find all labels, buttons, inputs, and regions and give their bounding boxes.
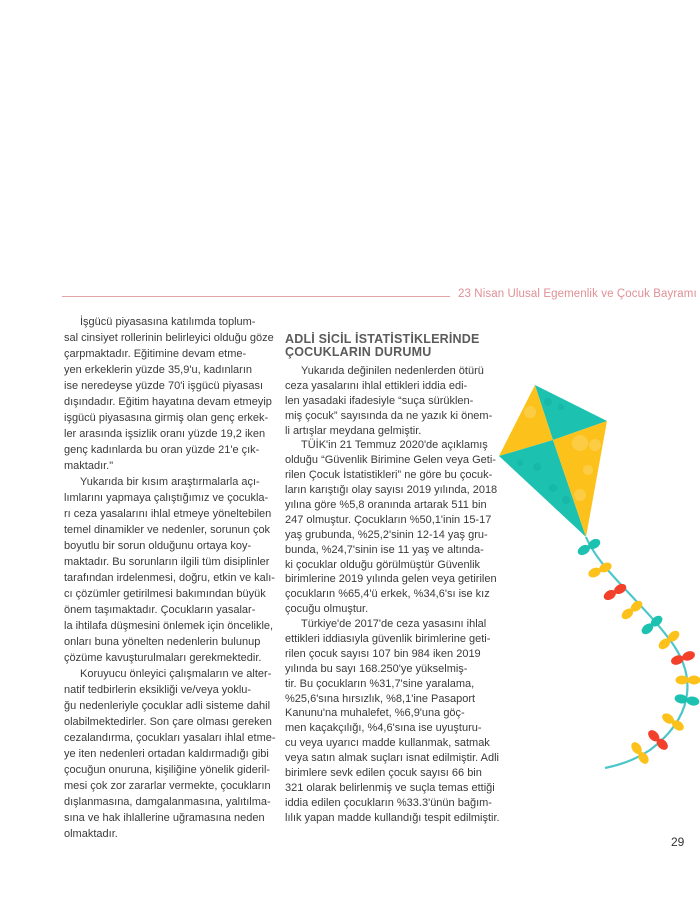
text-line: birimlere sevk edilen çocuk sayısı 66 bin: [285, 767, 482, 780]
text-line: men kaçakçılığı, %4,6'sına ise uyuşturu-: [285, 722, 482, 735]
tail-bow-icon: [602, 582, 628, 602]
text-line: temel dinamikler ve nedenler, sorunun çok: [64, 524, 271, 536]
tail-bow-icon: [576, 537, 602, 557]
text-line: veya satın almak suçları isnat edilmiştir. Adli: [285, 752, 499, 765]
text-line: tarafından irdelenmesi, doğru, etkin ve kalı-: [64, 572, 275, 584]
text-line: cu veya uyarıcı madde kullanmak, satmak: [285, 737, 490, 750]
text-line: onları buna yönelten nedenlerin bulunup: [64, 636, 261, 648]
text-line: çocuğu olmuştur.: [285, 603, 369, 616]
tail-bow-icon: [657, 629, 682, 652]
text-line: yılında bu sayı 168.250'ye yükselmiş-: [285, 662, 468, 675]
section-heading-line-1: ADLİ SİCİL İSTATİSTİKLERİNDE: [285, 332, 480, 346]
text-line: İşgücü piyasasına katılımda toplum-: [80, 316, 256, 328]
text-line: miş çocuk” sayısında da ne yazık ki önem-: [285, 409, 493, 422]
text-line: tir. Bu çocukların %31,7'sine yaralama,: [285, 677, 475, 690]
text-line: boyutlu bir sorun olduğunu ortaya koy-: [64, 540, 252, 552]
text-line: TÜİK'in 21 Temmuz 2020'de açıklamış: [301, 439, 488, 452]
text-line: yen erkeklerin yüzde 35,9'u, kadınların: [64, 364, 252, 376]
text-line: natif tedbirlerin eksikliği ve/veya yoklu-: [64, 684, 252, 696]
text-line: dışındadır. Eğitim hayatına devam etmeyip: [64, 396, 272, 408]
page-number: 29: [671, 835, 685, 849]
running-title: 23 Nisan Ulusal Egemenlik ve Çocuk Bayramı: [458, 288, 697, 300]
text-line: bunda, %24,7'sinin ise 11 yaş ve altında-: [285, 543, 484, 556]
text-line: maktadır.": [64, 460, 114, 472]
text-line: çocuğun onuruna, kişiliğine yönelik gideril-: [64, 764, 271, 776]
kite-icon: [499, 385, 700, 768]
text-line: işgücü piyasasına girmiş olan genç erkek-: [64, 412, 269, 424]
tail-bow-icon: [646, 728, 670, 752]
text-line: olmaktadır.: [64, 828, 118, 840]
text-line: dışlanmasına, damgalanmasına, yalıtılma-: [64, 796, 271, 808]
text-line: cezalandırma, çocukları yasaları ihlal etme-: [64, 732, 276, 744]
tail-bow-icon: [587, 561, 613, 580]
text-line: rilen çocuk sayısı 107 bin 984 iken 2019: [285, 647, 481, 660]
text-line: sına ve hak ihlallerine uğramasına neden: [64, 812, 265, 824]
text-line: Koruyucu önleyici çalışmaların ve alter-: [80, 668, 272, 680]
text-line: ettikleri iddiasıyla güvenlik birimlerine geti-: [285, 633, 491, 646]
section-heading-line-2: ÇOCUKLARIN DURUMU: [285, 345, 432, 359]
text-line: genç kadınlarda bu oran yüzde 21'e çık-: [64, 444, 260, 456]
text-line: çarpmaktadır. Eğitimine devam etme-: [64, 348, 247, 360]
text-line: ler arasında işsizlik oranı yüzde 19,2 iken: [64, 428, 266, 440]
text-line: rilen Çocuk İstatistikleri” ne göre bu çocuk-: [285, 469, 493, 482]
text-line: 247 olmuştur. Çocukların %50,1'inin 15-17: [285, 513, 492, 526]
text-line: olduğu “Güvenlik Birimine Gelen veya Geti-: [285, 454, 496, 467]
text-line: yılına göre %5,8 oranında artarak 511 bin: [285, 499, 487, 512]
text-line: Kanunu'na muhalefet, %6,9'una göç-: [285, 707, 465, 720]
text-line: maktadır. Bu sorunların ilgili tüm disiplinler: [64, 556, 270, 568]
text-line: ğu nedenleriyle çocuklar adli sisteme dahil: [64, 700, 271, 712]
tail-bow-icon: [620, 599, 645, 622]
text-line: ise neredeyse yüzde 70'i işgücü piyasası: [64, 380, 263, 392]
text-line: yaş grubunda, %25,2'sinin 12-14 yaş gru-: [285, 528, 488, 541]
text-line: la ihtilafa düşmesini önlemek için öncelikle,: [64, 620, 274, 632]
text-line: iddia edilen çocukların %33.3'ünün bağım-: [285, 796, 492, 809]
text-line: Yukarıda değinilen nedenlerden ötürü: [301, 365, 484, 377]
text-line: birimlerine 2019 yılında gelen veya getirilen: [285, 573, 497, 586]
text-line: Yukarıda bir kısım araştırmalarla açı-: [80, 476, 260, 488]
text-line: mesi çok zor zararlar vermekte, çocukların: [64, 780, 271, 792]
text-line: ceza yasalarını ihlal ettikleri iddia edi-: [285, 379, 468, 392]
text-line: ye iten nedenleri ortadan kaldırmadığı gibi: [64, 748, 269, 760]
text-line: ların karıştığı olay sayısı 2019 yılında, 2018: [285, 484, 498, 497]
text-line: lılık yapan madde kullandığı tespit edilmiştir.: [285, 811, 500, 824]
tail-bow-icon: [629, 740, 651, 766]
text-line: sal cinsiyet rollerinin belirleyici olduğu göze: [64, 332, 274, 344]
text-line: cı çözümler getirilmesi bakımından büyük: [64, 588, 266, 600]
text-line: %25,6'sına hırsızlık, %8,1'ine Pasaport: [285, 692, 476, 705]
text-line: olabilmektedirler. Son çare olması gereken: [64, 716, 272, 728]
text-line: önem taşımaktadır. Çocukların yasalar-: [64, 604, 256, 616]
text-line: rı ceza yasalarını ihlal etmeye yöneltebilen: [64, 508, 272, 520]
text-line: li artışlar meydana gelmiştir.: [285, 424, 422, 437]
text-line: 321 olarak belirlenmiş ve suçla temas ettiği: [285, 781, 495, 794]
text-line: len yasadaki ifadesiyle “suça sürüklen-: [285, 394, 474, 407]
text-line: Türkiye'de 2017'de ceza yasasını ihlal: [301, 618, 487, 631]
text-line: ki çocuklar olduğu görülmüştür Güvenlik: [285, 558, 481, 571]
text-line: çözüme kavuşturulmaları gerekmektedir.: [64, 652, 262, 664]
text-line: çocukların %65,4'ü erkek, %34,6'sı ise kız: [285, 588, 490, 601]
text-line: lımlarını yapmaya çalıştığımız ve çocukla-: [64, 492, 269, 504]
